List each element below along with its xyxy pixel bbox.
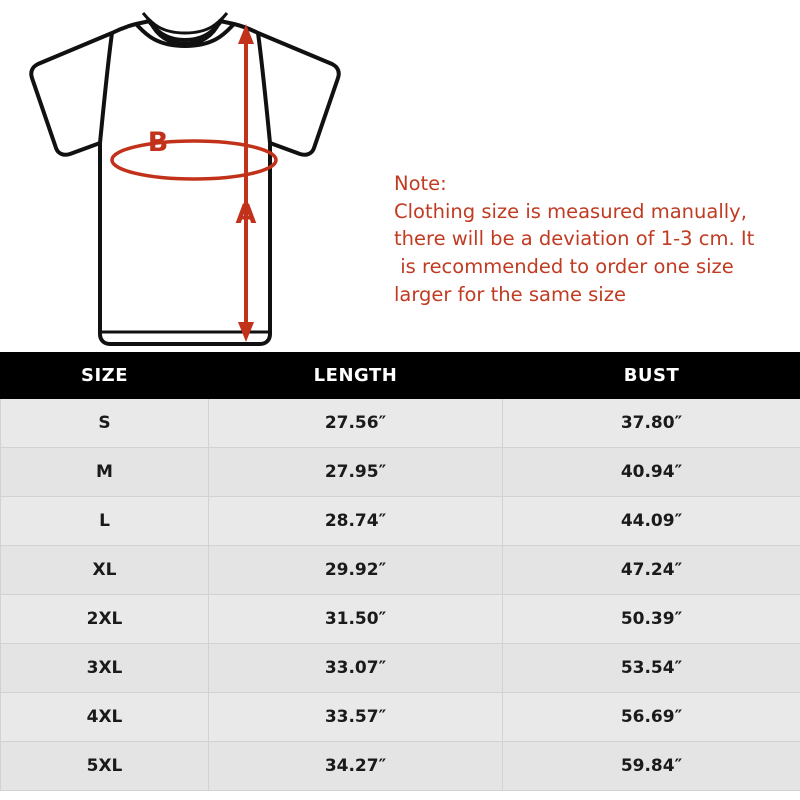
cell-size: S: [1, 399, 209, 448]
table-row: [1, 742, 800, 791]
cell-length: 31.50″: [209, 595, 503, 644]
svg-text:A: A: [235, 199, 257, 230]
tshirt-outline-icon: [8, 2, 368, 350]
cell-bust: 59.84″: [503, 742, 800, 791]
cell-length: 34.27″: [209, 742, 503, 791]
note-title: Note:: [394, 172, 447, 195]
table-row: [1, 399, 800, 448]
column-header-bust: BUST: [503, 353, 800, 399]
table-row: [1, 595, 800, 644]
cell-size: M: [1, 448, 209, 497]
cell-bust: 50.39″: [503, 595, 800, 644]
table-header-row: [1, 353, 800, 399]
cell-length: 28.74″: [209, 497, 503, 546]
column-header-length: LENGTH: [209, 353, 503, 399]
cell-length: 27.56″: [209, 399, 503, 448]
table-row: [1, 448, 800, 497]
illustration-area: [0, 0, 800, 352]
size-table: [0, 352, 800, 791]
cell-bust: 44.09″: [503, 497, 800, 546]
measurement-note: [394, 170, 794, 308]
cell-bust: 40.94″: [503, 448, 800, 497]
cell-size: 4XL: [1, 693, 209, 742]
cell-bust: 37.80″: [503, 399, 800, 448]
note-line-1: Clothing size is measured manually,: [394, 199, 747, 223]
column-header-size: SIZE: [1, 353, 209, 399]
cell-length: 27.95″: [209, 448, 503, 497]
table-row: [1, 546, 800, 595]
cell-bust: 53.54″: [503, 644, 800, 693]
svg-text:B: B: [147, 127, 169, 158]
cell-length: 29.92″: [209, 546, 503, 595]
cell-size: L: [1, 497, 209, 546]
cell-length: 33.57″: [209, 693, 503, 742]
cell-bust: 56.69″: [503, 693, 800, 742]
table-row: [1, 497, 800, 546]
cell-length: 33.07″: [209, 644, 503, 693]
tshirt-diagram: [8, 2, 368, 350]
table-row: [1, 644, 800, 693]
note-line-4: larger for the same size: [394, 282, 626, 306]
cell-size: 3XL: [1, 644, 209, 693]
cell-bust: 47.24″: [503, 546, 800, 595]
cell-size: 2XL: [1, 595, 209, 644]
note-line-2: there will be a deviation of 1-3 cm. It: [394, 227, 755, 251]
table-row: [1, 693, 800, 742]
cell-size: XL: [1, 546, 209, 595]
cell-size: 5XL: [1, 742, 209, 791]
note-line-3: is recommended to order one size: [394, 255, 734, 279]
